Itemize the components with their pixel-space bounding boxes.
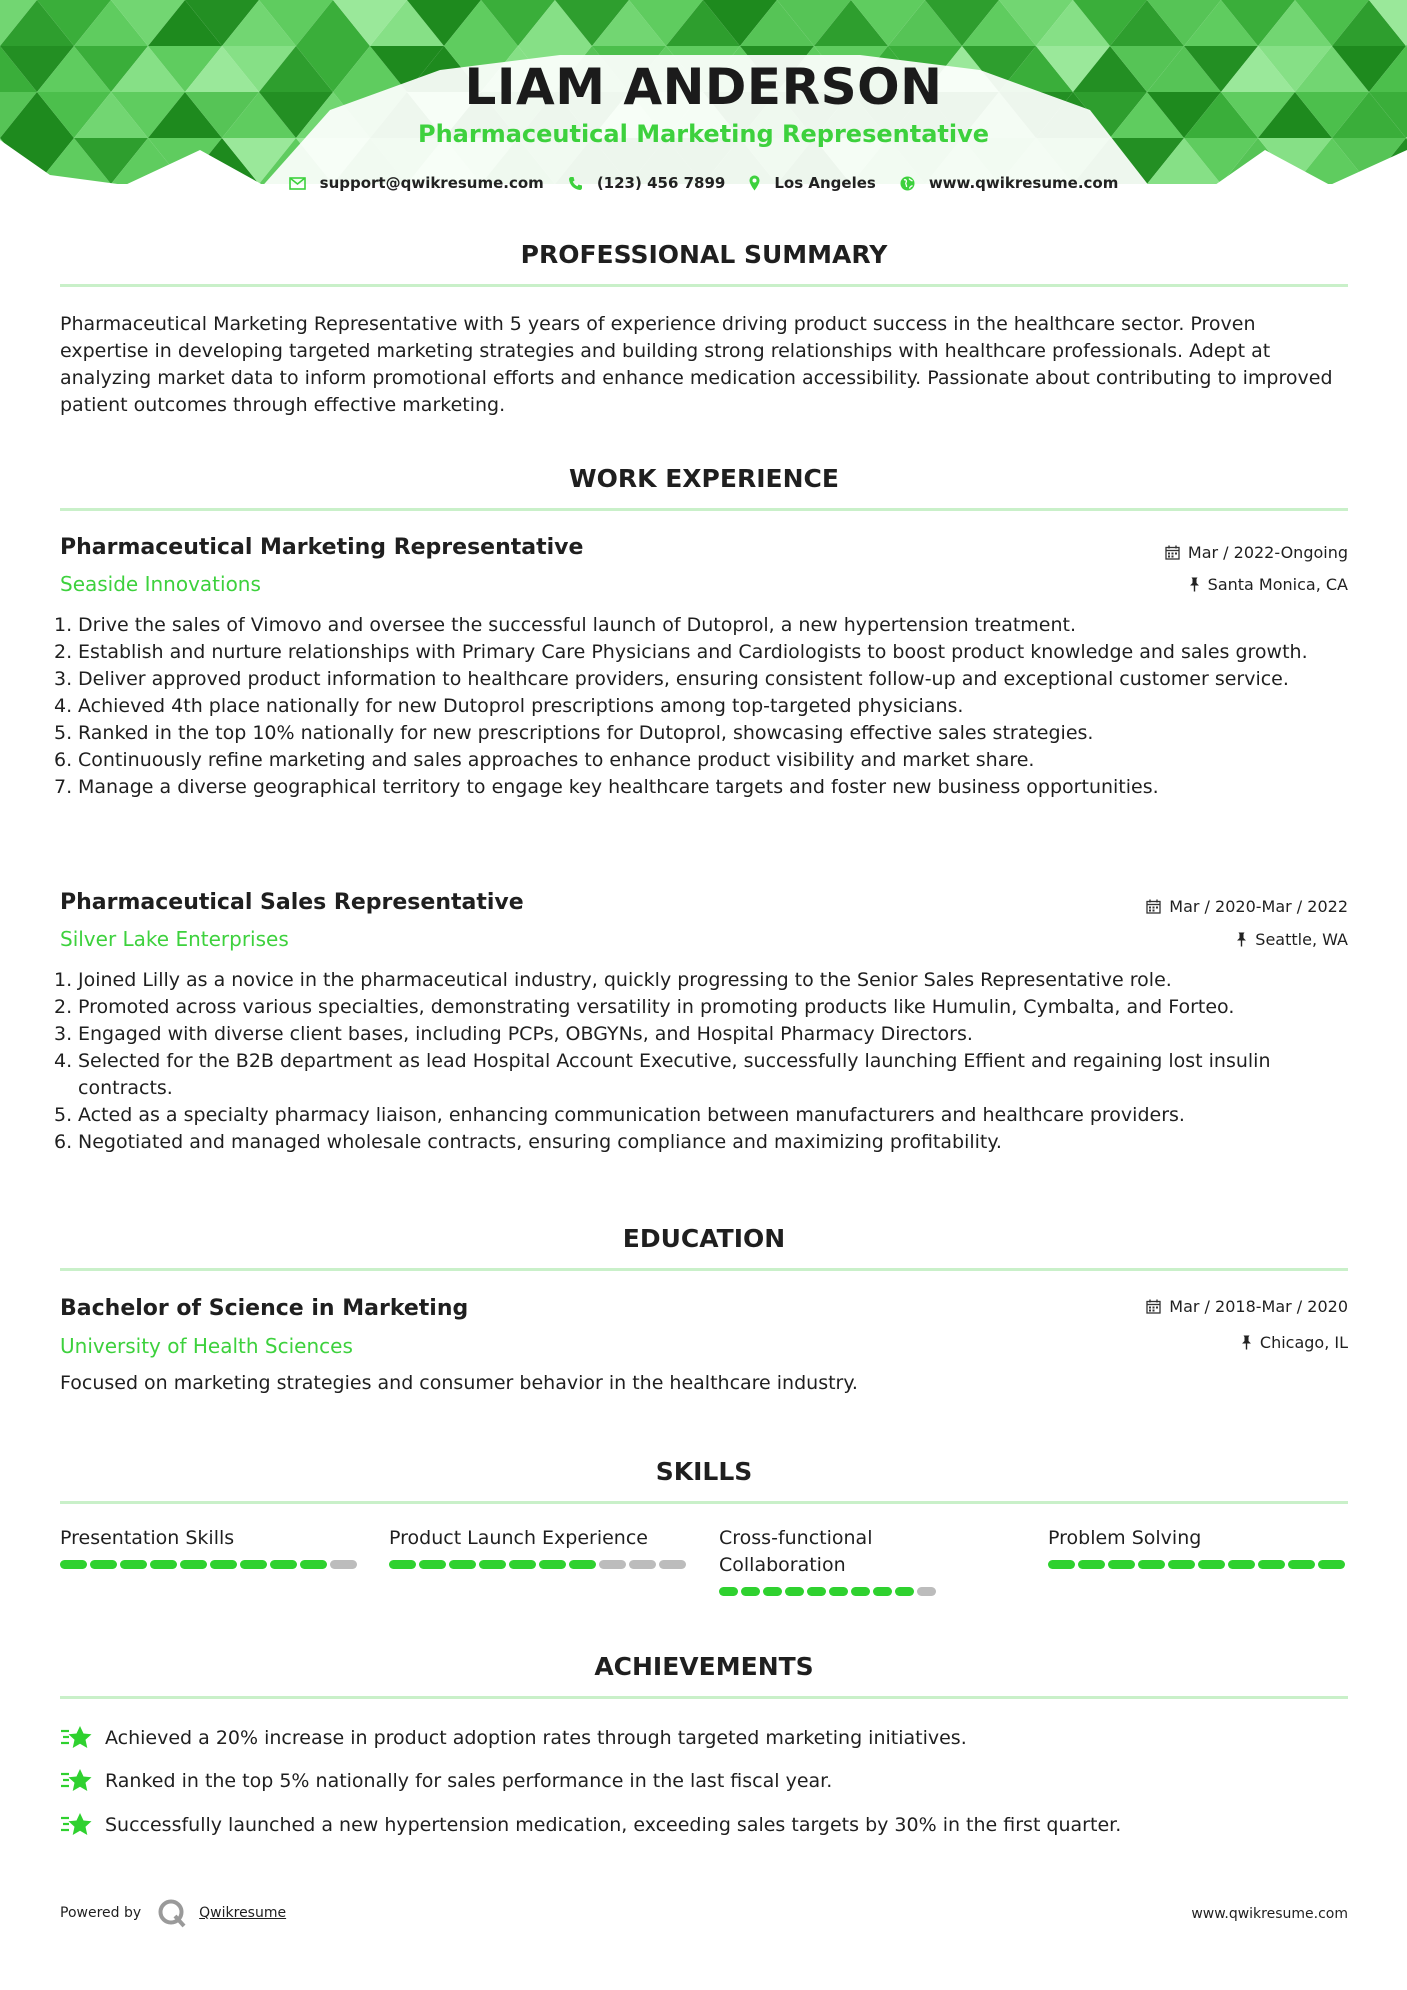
- star-icon: [60, 1725, 93, 1751]
- skill-level-segment: [150, 1560, 177, 1569]
- skill-level-segment: [330, 1560, 357, 1569]
- website-text: www.qwikresume.com: [928, 174, 1119, 192]
- skill-level-segment: [1288, 1560, 1315, 1569]
- list-item: 2. Promoted across various specialties, demonstrating versatility in promoting products like Humulin, Cymbalta, and Forteo.: [54, 996, 1235, 1018]
- skill-level-segment: [419, 1560, 446, 1569]
- skill-level-bar: [389, 1560, 689, 1569]
- skill-level-segment: [509, 1560, 536, 1569]
- skill-item: [719, 1525, 939, 1596]
- achievement-item: [60, 1768, 832, 1794]
- skill-level-segment: [210, 1560, 237, 1569]
- pushpin-icon: [1241, 1335, 1252, 1350]
- summary-text: Pharmaceutical Marketing Representative with 5 years of experience driving product success in the healthcare sector. Proven expertise in developing targeted marketing strategies and building strong relationships with healthcare professionals. Adept at analyzing market data to inform promotional efforts and enhance medication accessibility. Passionate about contributing to improved patient outcomes through effective marketing.: [60, 313, 1333, 416]
- list-item: 1. Joined Lilly as a novice in the pharmaceutical industry, quickly progressing to the Senior Sales Representative role.: [54, 969, 1172, 991]
- pushpin-icon: [1236, 932, 1247, 947]
- skill-level-segment: [1048, 1560, 1075, 1569]
- job-bullets: [54, 967, 1350, 1156]
- skill-level-segment: [1318, 1560, 1345, 1569]
- education-dates: [1146, 1297, 1348, 1316]
- skill-level-segment: [240, 1560, 267, 1569]
- skill-level-segment: [763, 1587, 782, 1596]
- powered-by-text: Powered by: [60, 1905, 142, 1921]
- summary-heading: PROFESSIONAL SUMMARY: [520, 240, 888, 269]
- email-text: support@qwikresume.com: [319, 174, 544, 192]
- list-item: 6. Continuously refine marketing and sales approaches to enhance product visibility and market share.: [54, 749, 1035, 771]
- skill-level-segment: [785, 1587, 804, 1596]
- qwikresume-link[interactable]: Qwikresume: [199, 1905, 287, 1921]
- skill-level-segment: [629, 1560, 656, 1569]
- job-location: [1236, 930, 1348, 949]
- job-dates: [1165, 543, 1348, 562]
- education-location-text: Chicago, IL: [1259, 1333, 1348, 1352]
- list-item: 6. Negotiated and managed wholesale contracts, ensuring compliance and maximizing profitability.: [54, 1131, 1002, 1153]
- star-icon: [60, 1768, 93, 1794]
- list-item: 4. Achieved 4th place nationally for new Dutoprol prescriptions among top-targeted physicians.: [54, 695, 964, 717]
- school-name: University of Health Sciences: [60, 1334, 353, 1358]
- calendar-icon: [1146, 1299, 1161, 1314]
- contact-location: [749, 174, 875, 192]
- pushpin-icon: [1189, 577, 1200, 592]
- list-item: 5. Ranked in the top 10% nationally for new prescriptions for Dutoprol, showcasing effective sales strategies.: [54, 722, 1094, 744]
- skill-level-segment: [1258, 1560, 1285, 1569]
- achievement-item: [60, 1812, 1121, 1838]
- skill-level-segment: [1138, 1560, 1165, 1569]
- section-divider: [60, 1501, 1348, 1504]
- skill-level-segment: [851, 1587, 870, 1596]
- skill-name: Presentation Skills: [60, 1527, 235, 1549]
- section-divider: [60, 1268, 1348, 1271]
- candidate-name: LIAM ANDERSON: [464, 58, 943, 116]
- skill-level-segment: [479, 1560, 506, 1569]
- skill-level-segment: [829, 1587, 848, 1596]
- achievements-heading: ACHIEVEMENTS: [594, 1652, 814, 1681]
- star-icon: [60, 1812, 93, 1838]
- skill-level-segment: [270, 1560, 297, 1569]
- job-title: Pharmaceutical Sales Representative: [60, 890, 524, 915]
- skill-level-bar: [719, 1587, 939, 1596]
- skill-item: [389, 1525, 689, 1569]
- list-item: 4. Selected for the B2B department as lead Hospital Account Executive, successfully launching Effient and regaining lost insulin contracts.: [54, 1050, 1271, 1099]
- skill-level-segment: [300, 1560, 327, 1569]
- list-item: 3. Engaged with diverse client bases, including PCPs, OBGYNs, and Hospital Pharmacy Directors.: [54, 1023, 973, 1045]
- skill-level-bar: [1048, 1560, 1348, 1569]
- skill-level-segment: [895, 1587, 914, 1596]
- contact-phone[interactable]: [568, 174, 726, 192]
- section-divider: [60, 1696, 1348, 1699]
- job-company: Silver Lake Enterprises: [60, 927, 289, 951]
- section-divider: [60, 284, 1348, 287]
- skill-level-segment: [389, 1560, 416, 1569]
- skill-level-segment: [917, 1587, 936, 1596]
- list-item: 3. Deliver approved product information to healthcare providers, ensuring consistent follow-up and exceptional customer service.: [54, 668, 1289, 690]
- job-company: Seaside Innovations: [60, 572, 261, 596]
- skill-name: Cross-functional Collaboration: [719, 1527, 873, 1576]
- job-location-text: Santa Monica, CA: [1207, 575, 1348, 594]
- education-dates-text: Mar / 2018-Mar / 2020: [1169, 1297, 1348, 1316]
- job-dates: [1146, 897, 1348, 916]
- skill-level-segment: [90, 1560, 117, 1569]
- skill-level-segment: [180, 1560, 207, 1569]
- skill-level-segment: [1168, 1560, 1195, 1569]
- skill-level-segment: [449, 1560, 476, 1569]
- list-item: 1. Drive the sales of Vimovo and oversee the successful launch of Dutoprol, a new hypertension treatment.: [54, 614, 1077, 636]
- contact-website[interactable]: [900, 174, 1119, 192]
- skill-name: Problem Solving: [1048, 1527, 1202, 1549]
- skill-item: [1048, 1525, 1348, 1569]
- skill-level-segment: [873, 1587, 892, 1596]
- job-bullets: [54, 612, 1350, 801]
- skill-name: Product Launch Experience: [389, 1527, 648, 1549]
- skill-level-segment: [741, 1587, 760, 1596]
- job-title: Pharmaceutical Marketing Representative: [60, 535, 584, 560]
- skill-level-segment: [1198, 1560, 1225, 1569]
- skill-level-segment: [60, 1560, 87, 1569]
- phone-text: (123) 456 7899: [596, 174, 726, 192]
- footer-website[interactable]: www.qwikresume.com: [1191, 1906, 1348, 1922]
- skill-level-bar: [60, 1560, 360, 1569]
- skills-heading: SKILLS: [655, 1457, 753, 1486]
- skill-level-segment: [120, 1560, 147, 1569]
- envelope-icon: [289, 177, 306, 190]
- list-item: 2. Establish and nurture relationships with Primary Care Physicians and Cardiologists to boost product knowledge and sales growth.: [54, 641, 1308, 663]
- list-item: 5. Acted as a specialty pharmacy liaison, enhancing communication between manufacturers and healthcare providers.: [54, 1104, 1185, 1126]
- achievement-text: Ranked in the top 5% nationally for sales performance in the last fiscal year.: [105, 1770, 833, 1792]
- contact-email[interactable]: [289, 174, 544, 192]
- job-dates-text: Mar / 2020-Mar / 2022: [1169, 897, 1348, 916]
- education-location: [1241, 1333, 1348, 1352]
- globe-icon: [900, 176, 915, 191]
- job-location: [1189, 575, 1348, 594]
- education-description: Focused on marketing strategies and consumer behavior in the healthcare industry.: [60, 1372, 858, 1394]
- education-heading: EDUCATION: [622, 1224, 786, 1253]
- job-dates-text: Mar / 2022-Ongoing: [1187, 543, 1348, 562]
- map-pin-icon: [749, 175, 760, 191]
- skill-level-segment: [807, 1587, 826, 1596]
- skill-level-segment: [719, 1587, 738, 1596]
- candidate-role: Pharmaceutical Marketing Representative: [417, 120, 990, 148]
- skill-level-segment: [569, 1560, 596, 1569]
- skill-level-segment: [1078, 1560, 1105, 1569]
- section-divider: [60, 508, 1348, 511]
- location-text: Los Angeles: [774, 174, 876, 192]
- achievement-text: Achieved a 20% increase in product adoption rates through targeted marketing initiatives.: [105, 1727, 967, 1749]
- skill-level-segment: [599, 1560, 626, 1569]
- phone-icon: [568, 176, 583, 191]
- job-location-text: Seattle, WA: [1255, 930, 1348, 949]
- calendar-icon: [1165, 545, 1180, 560]
- achievement-text: Successfully launched a new hypertension medication, exceeding sales targets by 30% in the first quarter.: [105, 1814, 1122, 1836]
- degree-title: Bachelor of Science in Marketing: [60, 1296, 469, 1321]
- footer-powered-by: [60, 1898, 286, 1928]
- experience-heading: WORK EXPERIENCE: [569, 464, 839, 493]
- qwikresume-logo-icon: [157, 1898, 187, 1928]
- skill-level-segment: [539, 1560, 566, 1569]
- contact-bar: [0, 174, 1407, 192]
- skill-level-segment: [659, 1560, 686, 1569]
- skill-level-segment: [1228, 1560, 1255, 1569]
- skill-level-segment: [1108, 1560, 1135, 1569]
- list-item: 7. Manage a diverse geographical territory to engage key healthcare targets and foster new business opportunities.: [54, 776, 1159, 798]
- skill-item: [60, 1525, 360, 1569]
- calendar-icon: [1146, 899, 1161, 914]
- achievement-item: [60, 1725, 967, 1751]
